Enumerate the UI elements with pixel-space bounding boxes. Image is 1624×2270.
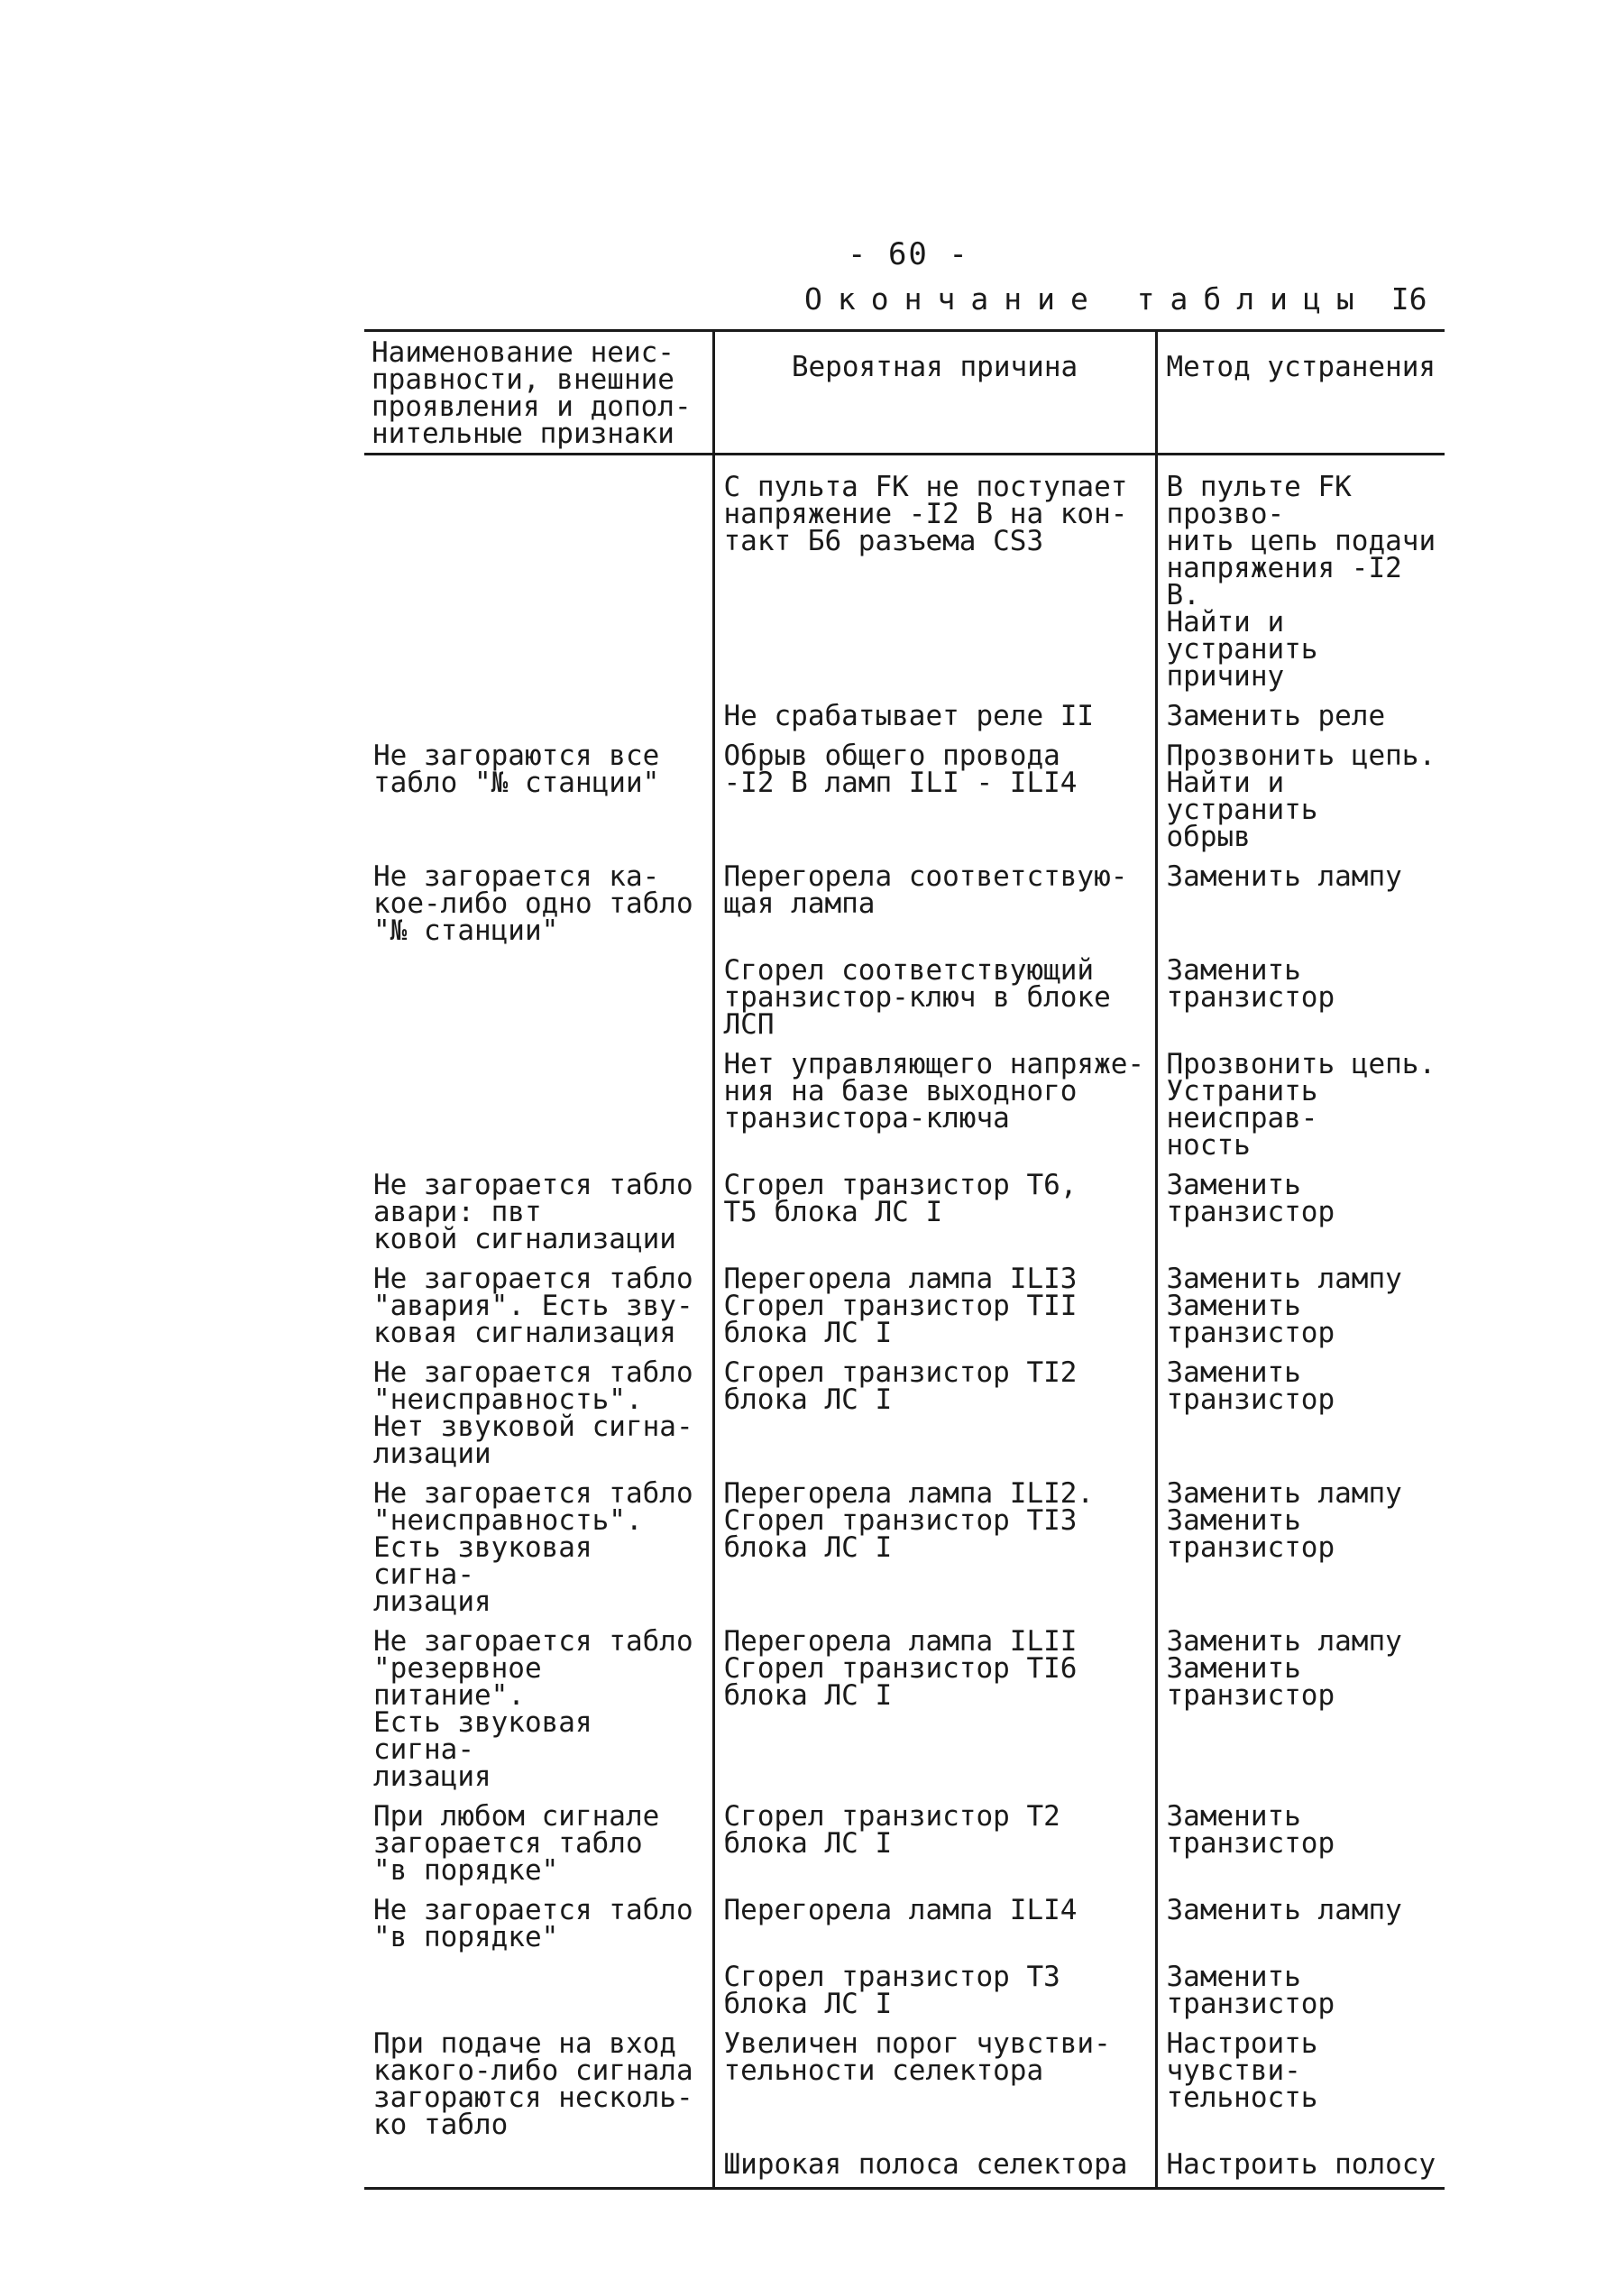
fault-cell: Не загорается табло "авария". Есть зву- ковая сигнализация bbox=[373, 1263, 693, 1349]
fault-table bbox=[364, 329, 1445, 2190]
remedy-cell: Заменить транзистор bbox=[1156, 1960, 1445, 2026]
table-row bbox=[364, 1047, 1445, 1168]
fault-cell bbox=[364, 1960, 713, 2026]
fault-cell: Не загорается табло "неисправность". Есть звуковая сигна- лизация bbox=[373, 1477, 693, 1618]
remedy-cell: Заменить лампу bbox=[1156, 1893, 1445, 1960]
table-caption-number: I6 bbox=[1390, 281, 1427, 317]
fault-table-container bbox=[364, 329, 1445, 2190]
remedy-cell: Заменить транзистор bbox=[1156, 953, 1445, 1047]
remedy-cell: В пульте FK прозво- нить цепь подачи напряжения -I2 В. Найти и устранить причину bbox=[1156, 455, 1445, 700]
table-row bbox=[364, 859, 1445, 953]
fault-cell: Не загорается табло авари: пвт ковой сигнализации bbox=[373, 1169, 693, 1255]
fault-cell: Не загорается табло "в порядке" bbox=[373, 1894, 693, 1953]
remedy-cell: Заменить транзистор bbox=[1156, 1168, 1445, 1262]
fault-cell: Не загорается ка- кое-либо одно табло "№ станции" bbox=[373, 860, 693, 947]
table-row bbox=[364, 2147, 1445, 2189]
cause-cell: Перегорела лампа ILI4 bbox=[713, 1893, 1156, 1960]
header-cause: Вероятная причина bbox=[713, 331, 1156, 455]
header-fault: Наименование неис- правности, внешние проявления и допол- нительные признаки bbox=[364, 331, 713, 455]
cause-cell: Перегорела соответствую- щая лампа bbox=[713, 859, 1156, 953]
fault-cell: Не загорается табло "неисправность". Нет звуковой сигна- лизации bbox=[373, 1356, 693, 1470]
remedy-cell: Настроить чувстви- тельность bbox=[1156, 2026, 1445, 2147]
table-row bbox=[364, 455, 1445, 700]
table-body bbox=[364, 455, 1445, 2189]
remedy-cell: Заменить реле bbox=[1156, 699, 1445, 739]
remedy-cell: Заменить лампу bbox=[1156, 859, 1445, 953]
cause-cell: Не срабатывает реле II bbox=[713, 699, 1156, 739]
cause-cell: Широкая полоса селектора bbox=[713, 2147, 1156, 2189]
table-header-row bbox=[364, 331, 1445, 455]
fault-cell bbox=[364, 699, 713, 739]
remedy-cell: Настроить полосу bbox=[1156, 2147, 1445, 2189]
cause-cell: Увеличен порог чувстви- тельности селектора bbox=[713, 2026, 1156, 2147]
remedy-cell: Заменить транзистор bbox=[1156, 1356, 1445, 1476]
table-row bbox=[364, 1624, 1445, 1799]
cause-cell: Сгорел транзистор Т6, Т5 блока ЛС I bbox=[713, 1168, 1156, 1262]
table-caption-text: Окончание таблицы bbox=[804, 281, 1370, 317]
remedy-cell: Прозвонить цепь. Найти и устранить обрыв bbox=[1156, 739, 1445, 859]
table-row bbox=[364, 699, 1445, 739]
cause-cell: Перегорела лампа ILII Сгорел транзистор ТI6 блока ЛС I bbox=[713, 1624, 1156, 1799]
fault-cell: Не загораются все табло "№ станции" bbox=[373, 740, 660, 799]
table-caption bbox=[804, 281, 1427, 317]
cause-cell: Перегорела лампа ILI2. Сгорел транзистор ТI3 блока ЛС I bbox=[713, 1476, 1156, 1624]
table-row bbox=[364, 1262, 1445, 1356]
table-row bbox=[364, 1893, 1445, 1960]
fault-cell bbox=[364, 1047, 713, 1168]
fault-cell bbox=[364, 2147, 713, 2189]
remedy-cell: Заменить лампу Заменить транзистор bbox=[1156, 1262, 1445, 1356]
fault-cell: Не загорается табло "резервное питание". Есть звуковая сигна- лизация bbox=[373, 1625, 693, 1793]
cause-cell: Обрыв общего провода -I2 В ламп ILI - ILI4 bbox=[713, 739, 1156, 859]
cause-cell: Сгорел транзистор ТI2 блока ЛС I bbox=[713, 1356, 1156, 1476]
table-row bbox=[364, 1476, 1445, 1624]
cause-cell: Сгорел соответствующий транзистор-ключ в блоке ЛСП bbox=[713, 953, 1156, 1047]
table-row bbox=[364, 1799, 1445, 1893]
table-row bbox=[364, 739, 1445, 859]
table-row bbox=[364, 1356, 1445, 1476]
cause-cell: С пульта FK не поступает напряжение -I2 В на кон- такт Б6 разъема CS3 bbox=[713, 455, 1156, 700]
cause-cell: Перегорела лампа ILI3 Сгорел транзистор ТII блока ЛС I bbox=[713, 1262, 1156, 1356]
page-number: - 60 - bbox=[848, 236, 969, 272]
header-remedy: Метод устранения bbox=[1156, 331, 1445, 455]
table-row bbox=[364, 953, 1445, 1047]
fault-cell: При любом сигнале загорается табло "в порядке" bbox=[373, 1800, 660, 1887]
cause-cell: Сгорел транзистор Т2 блока ЛС I bbox=[713, 1799, 1156, 1893]
remedy-cell: Прозвонить цепь. Устранить неисправ- ность bbox=[1156, 1047, 1445, 1168]
table-row bbox=[364, 1168, 1445, 1262]
fault-cell bbox=[364, 455, 713, 700]
fault-cell bbox=[364, 953, 713, 1047]
cause-cell: Нет управляющего напряже- ния на базе выходного транзистора-ключа bbox=[713, 1047, 1156, 1168]
fault-cell: При подаче на вход какого-либо сигнала загораются несколь- ко табло bbox=[373, 2027, 693, 2141]
remedy-cell: Заменить лампу Заменить транзистор bbox=[1156, 1476, 1445, 1624]
table-row bbox=[364, 2026, 1445, 2147]
cause-cell: Сгорел транзистор Т3 блока ЛС I bbox=[713, 1960, 1156, 2026]
table-row bbox=[364, 1960, 1445, 2026]
remedy-cell: Заменить транзистор bbox=[1156, 1799, 1445, 1893]
remedy-cell: Заменить лампу Заменить транзистор bbox=[1156, 1624, 1445, 1799]
